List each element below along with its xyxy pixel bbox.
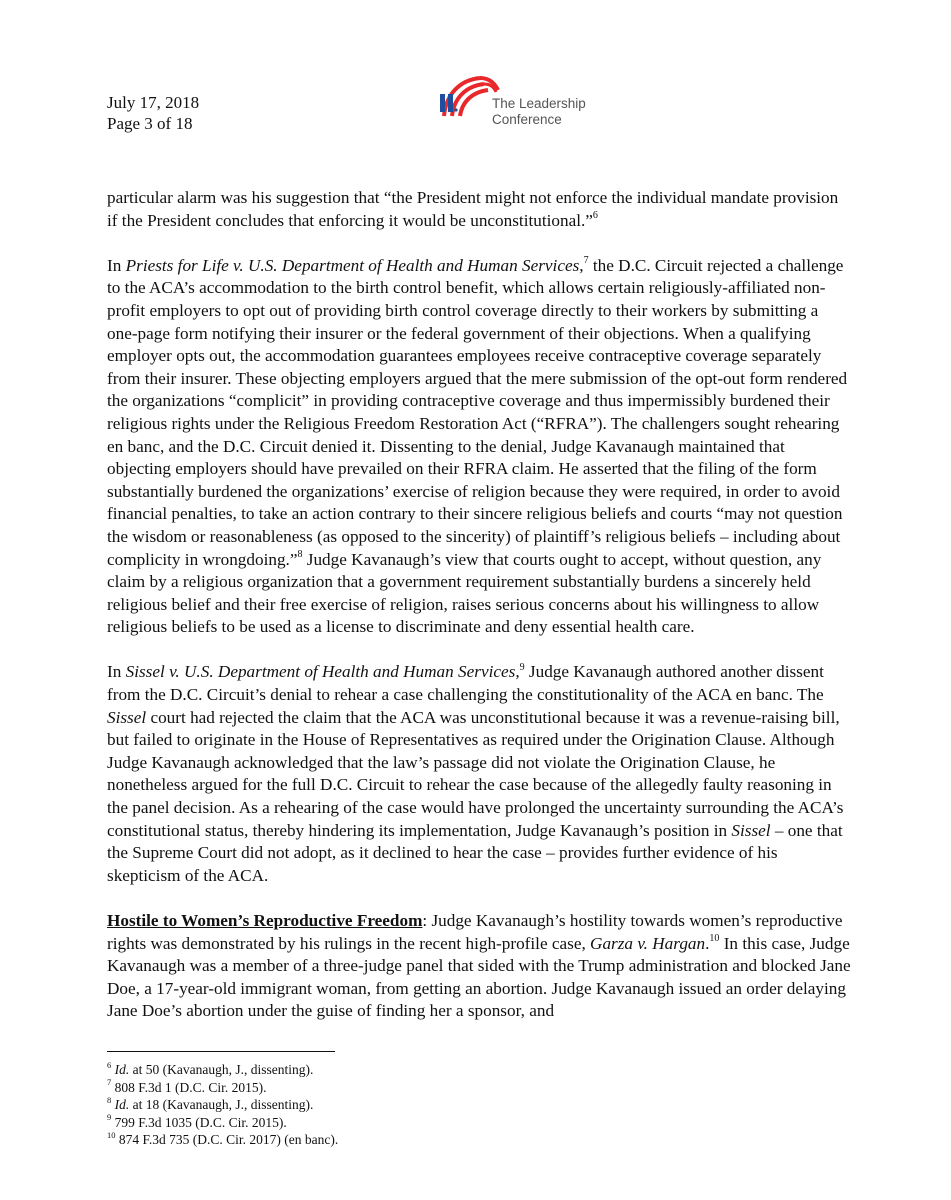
leadership-conference-logo (436, 72, 616, 136)
page-header (107, 92, 199, 134)
footnote-divider (107, 1051, 335, 1052)
logo-line-2: Conference (492, 112, 562, 127)
section-heading: Hostile to Women’s Reproductive Freedom (107, 911, 423, 930)
footnote: $^8$ Id. at 18 (Kavanaugh, J., dissenting). (107, 1094, 314, 1112)
logo-line-1: The Leadership (492, 96, 586, 111)
paragraph-aca-mandate: particular alarm was his suggestion that “the President might not enforce the individual mandate provision if the President concludes that enforcing it would be unconstitutional.”$^6$ (107, 188, 839, 230)
paragraph-reproductive-freedom: Hostile to Women’s Reproductive Freedom: Judge Kavanaugh’s hostility towards women’s reproductive rights was demonstrated by his rulings in the recent high-profile case, Garza v. Hargan.$^{10}$ In this case, Judge Kavanaugh was a member of a three-judge panel that sided with the Trump administration and blocked Jane Doe, a 17-year-old immigrant woman, from getting an abortion. Judge Kavanaugh issued an order delaying Jane Doe’s abortion under the guise of finding her a sponsor, and (107, 911, 851, 1021)
footnote-ref: 6 (592, 209, 598, 221)
footnote-ref: 8 (297, 548, 303, 560)
header-page-number: Page 3 of 18 (107, 114, 193, 133)
paragraph-sissel: In Sissel v. U.S. Department of Health and Human Services,$^9$ Judge Kavanaugh authored another dissent from the D.C. Circuit’s denial to rehear a case challenging the constitutionality of the ACA en banc. The Sissel court had rejected the claim that the ACA was unconstitutional because it was a revenue-raising bill, but failed to originate in the House of Representatives as required under the Origination Clause. Although Judge Kavanaugh acknowledged that the law’s passage did not violate the Origination Clause, he nonetheless argued for the full D.C. Circuit to rehear the case because of the allegedly faulty reasoning in the panel decision. As a rehearing of the case would have prolonged the uncertainty surrounding the ACA’s constitutional status, thereby hindering its implementation, Judge Kavanaugh’s position in Sissel – one that the Supreme Court did not adopt, as it declined to hear the case – provides further evidence of his skepticism of the ACA. (107, 661, 844, 885)
case-name: Sissel (731, 820, 771, 840)
case-name: Sissel v. U.S. Department of Health and Human Services (125, 662, 516, 682)
footnote-ref: 7 (583, 255, 589, 267)
footnotes (107, 1061, 338, 1149)
case-name: Sissel (107, 707, 147, 727)
footnote: $^7$ 808 F.3d 1 (D.C. Cir. 2015). (107, 1077, 267, 1095)
document-body (107, 187, 851, 1046)
footnote: $^{10}$ 874 F.3d 735 (D.C. Cir. 2017) (en banc). (107, 1129, 339, 1147)
footnote-ref: 10 (709, 932, 720, 944)
footnote: $^6$ Id. at 50 (Kavanaugh, J., dissenting). (107, 1059, 314, 1077)
case-name: Garza v. Hargan (590, 933, 706, 953)
header-date: July 17, 2018 (107, 93, 200, 112)
footnote: $^9$ 799 F.3d 1035 (D.C. Cir. 2015). (107, 1112, 287, 1130)
paragraph-priests-for-life: In Priests for Life v. U.S. Department of Health and Human Services,$^7$ the D.C. Circuit rejected a challenge to the ACA’s accommodation to the birth control benefit, which allows certain religiously-affiliated non-profit employers to opt out of providing birth control coverage directly to their workers by submitting a one-page form notifying their insurer or the federal government of their objections. When a qualifying employer opts out, the accommodation guarantees employees receive contraceptive coverage separately from their insurer. These objecting employers argued that the mere submission of the opt-out form rendered the organizations “complicit” in providing contraceptive coverage and thus impermissibly burdened their religious rights under the Religious Freedom Restoration Act (“RFRA”). The challengers sought rehearing en banc, and the D.C. Circuit denied it. Dissenting to the denial, Judge Kavanaugh maintained that objecting employers should have prevailed on their RFRA claim. He asserted that the filing of the form substantially burdened the organizations’ exercise of religion because they were required, in order to avoid financial penalties, to take an action contrary to their sincere religious beliefs and courts “may not question the wisdom or reasonableness (as opposed to the sincerity) of plaintiff’s religious beliefs – including about complicity in wrongdoing.”$^8$ Judge Kavanaugh’s view that courts ought to accept, without question, any claim by a religious organization that a government requirement substantially burdens a sincerely held religious belief and their free exercise of religion, raises serious concerns about his willingness to allow religious beliefs to be used as a license to discriminate and deny essential health care. (107, 255, 848, 637)
footnote-ref: 9 (519, 661, 525, 673)
case-name: Priests for Life v. U.S. Department of Health and Human Services (125, 255, 580, 275)
